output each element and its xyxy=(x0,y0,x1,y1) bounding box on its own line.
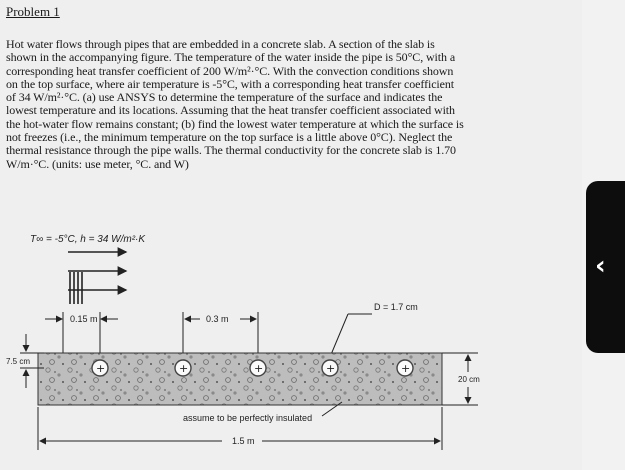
pipe-diameter-label: D = 1.7 cm xyxy=(374,302,418,312)
length-label: 1.5 m xyxy=(232,436,255,446)
statement-line: corresponding heat transfer coefficient of 200 W/m²·°C. With the convection conditions shown xyxy=(6,63,454,78)
height-label: 20 cm xyxy=(458,375,480,384)
air-condition-label: T∞ = -5°C, h = 34 W/m²·K xyxy=(30,234,146,245)
svg-text:+: + xyxy=(179,362,189,375)
statement-line: thermal resistance through the pipe walls. The thermal conductivity for the concrete slab is 1.70 xyxy=(6,143,456,158)
problem-heading: Problem 1 xyxy=(6,4,60,19)
svg-text:+: + xyxy=(96,362,106,375)
pipe xyxy=(175,360,191,376)
svg-text:+: + xyxy=(326,362,336,375)
chevron-left-icon: ‹ xyxy=(595,251,606,281)
depth-label: 7.5 cm xyxy=(6,357,31,366)
pipe xyxy=(322,360,338,376)
svg-text:+: + xyxy=(401,362,411,375)
statement-line: shown in the accompanying figure. The temperature of the water inside the pipe is 50°C, with a xyxy=(6,50,456,65)
statement-line: not freezes (i.e., the minimum temperature on the top surface is a little above 0°C). Neglect the xyxy=(6,130,453,145)
spacing-label: 0.3 m xyxy=(206,314,229,324)
statement-line: of 34 W/m²·°C. (a) use ANSYS to determine the temperature of the surface and indicates the xyxy=(6,90,443,105)
problem-statement xyxy=(6,38,576,171)
convection-arrows xyxy=(68,252,126,290)
pipe xyxy=(92,360,108,376)
diameter-leader xyxy=(330,314,348,357)
statement-line: the hot-water flow remains constant; (b) find the lowest water temperature at which the surface is xyxy=(6,116,464,131)
insulated-note: assume to be perfectly insulated xyxy=(183,413,313,423)
wind-lines xyxy=(70,272,82,304)
statement-line: Hot water flows through pipes that are embedded in a concrete slab. A section of the slab is xyxy=(6,37,435,51)
statement-line: lowest temperature and its locations. Assuming that the heat transfer coefficient associated with xyxy=(6,103,455,118)
pipe xyxy=(250,360,266,376)
collapse-panel-button[interactable] xyxy=(586,181,625,353)
svg-text:+: + xyxy=(254,362,264,375)
first-spacing-label: 0.15 m xyxy=(70,314,98,324)
pipe xyxy=(397,360,413,376)
statement-line: W/m·°C. (units: use meter, °C. and W) xyxy=(6,156,189,171)
slab-figure xyxy=(0,222,582,470)
statement-line: on the top surface, where air temperature is -5°C, with a corresponding heat transfer coefficient xyxy=(6,76,455,91)
